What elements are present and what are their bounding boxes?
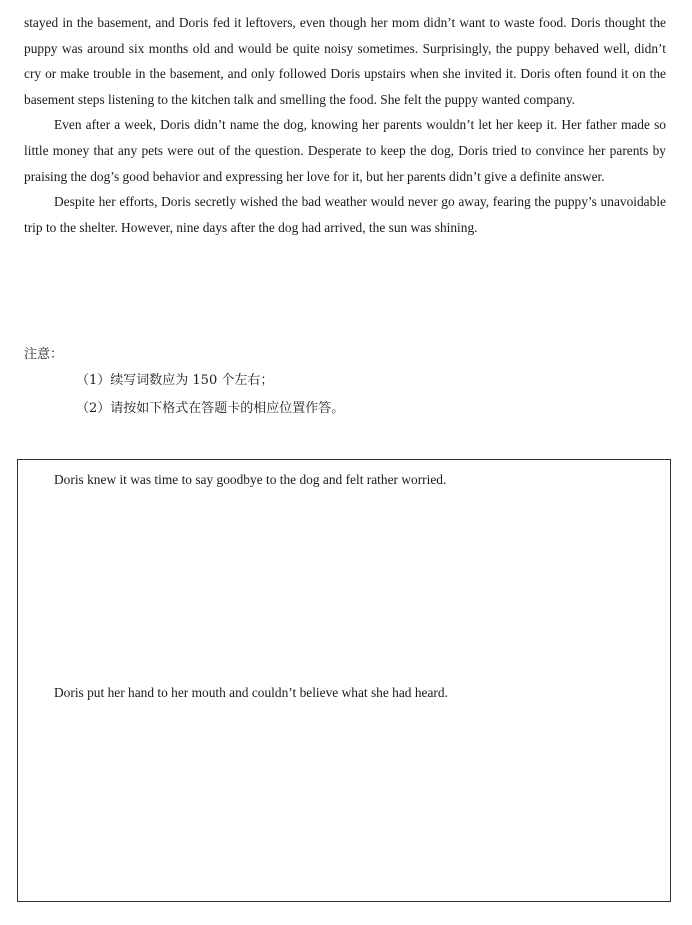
- passage-paragraph: Despite her efforts, Doris secretly wished the bad weather would never go away, fearing the puppy’s unavoidable trip to the shelter. However, nine days after the dog had arrived, the sun was shining.: [24, 194, 666, 235]
- instructions-notes: [24, 343, 344, 423]
- reading-passage: [24, 10, 666, 240]
- notes-heading: 注意：: [24, 347, 64, 362]
- passage-paragraph: Even after a week, Doris didn’t name the dog, knowing her parents wouldn’t let her keep it. Her father made so little money that any pets were out of the question. Desperate to keep the dog, Doris tried to convince her parents by praising the dog’s good behavior and expressing her love for it, but her parents didn’t give a definite answer.: [24, 117, 666, 184]
- continuation-prompt-2: Doris put her hand to her mouth and couldn’t believe what she had heard.: [54, 685, 448, 700]
- answer-box[interactable]: [17, 459, 671, 902]
- continuation-prompt-1: Doris knew it was time to say goodbye to the dog and felt rather worried.: [54, 472, 447, 487]
- notes-item-format: （2）请按如下格式在答题卡的相应位置作答。: [76, 401, 345, 416]
- passage-paragraph: stayed in the basement, and Doris fed it leftovers, even though her mom didn’t want to waste food. Doris thought the puppy was around six months old and would be quite noisy sometimes. Surprisingly, the puppy behaved well, didn’t cry or make trouble in the basement, and only followed Doris upstairs when she invited it. Doris often found it on the basement steps listening to the kitchen talk and smelling the food. She felt the puppy wanted company.: [24, 15, 666, 107]
- notes-item-word-count: （1）续写词数应为 150 个左右；: [76, 373, 274, 388]
